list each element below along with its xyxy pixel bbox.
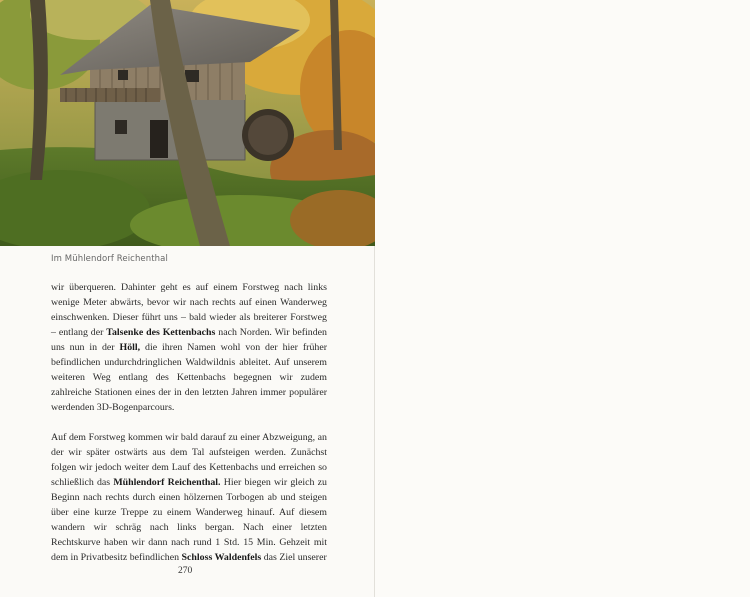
place-name-bold: Mühlendorf Reichenthal. — [113, 477, 221, 488]
body-paragraph: Auf dem Forstweg kommen wir bald darauf zu einer Abzweigung, an der wir später ostwärts aus dem Tal aufsteigen werden. Zunächst folgen wir jedoch weiter dem Lauf des Kettenbachs und erreichen so schließlich das Mühlendorf Reichenthal. Hier biegen wir gleich zu Beginn nach rechts durch einen hölzernen Torbogen ab und steigen über eine kurze Treppe zu einem Wanderweg hinauf. Auf diesem wandern wir schräg nach links bergan. Nach einer letzten Rechtskurve haben wir dann nach rund 1 Std. 15 Min. Gehzeit mit dem in Privatbesitz befindlichen Schloss Waldenfels das Ziel unserer — [51, 432, 327, 563]
photo-caption: Im Mühlendorf Reichenthal — [51, 254, 168, 264]
body-paragraph: wir überqueren. Dahinter geht es auf einem Forstweg nach links wenige Meter abwärts, bevor wir nach rechts auf einen Wanderweg einschwenken. Dieser führt uns – bald wieder als breiterer Forstweg – entlang der Talsenke des Kettenbachs nach Norden. Wir befinden uns nun in der Höll, die ihren Namen wohl von der hier früher befindlichen undurchdringlichen Waldwildnis ableitet. Auf unserem weiteren Weg entlang des Kettenbachs begegnen wir zudem zahlreiche Stationen eines der in den letzten Jahren immer populärer werdenden 3D-Bogenparcours. — [51, 282, 327, 413]
page-number-left: 270 — [178, 566, 193, 576]
place-name-bold: Schloss Waldenfels — [181, 552, 262, 563]
left-text-column — [51, 280, 327, 565]
place-name-bold: Höll, — [119, 342, 141, 353]
right-page — [375, 0, 750, 597]
watermill-photo — [0, 0, 375, 246]
watermill-photo-image — [0, 0, 375, 246]
place-name-bold: Talsenke des Kettenbachs — [106, 327, 216, 338]
